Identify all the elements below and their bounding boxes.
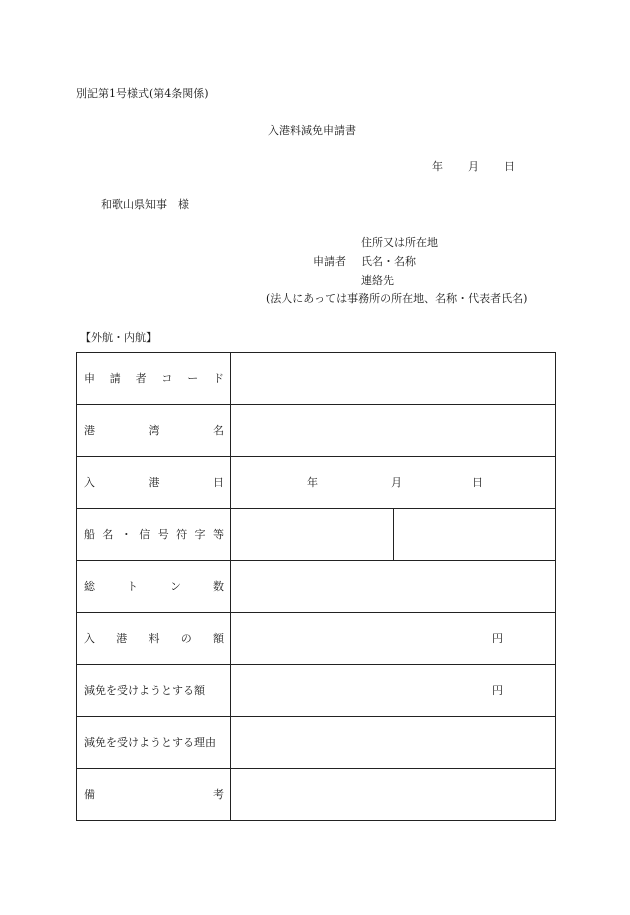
port-name-label: 港 湾 名 bbox=[84, 423, 224, 437]
row-applicant-code bbox=[77, 353, 555, 405]
reduction-amount-unit: 円 bbox=[492, 683, 503, 697]
port-fee-label: 入 港 料 の 額 bbox=[84, 631, 224, 645]
label-cell bbox=[77, 665, 231, 716]
ship-name-divider bbox=[393, 509, 394, 560]
address-label: 住所又は所在地 bbox=[361, 236, 438, 249]
section-heading: 【外航・内航】 bbox=[80, 331, 157, 344]
label-cell bbox=[77, 613, 231, 664]
label-cell bbox=[77, 405, 231, 456]
port-name-field[interactable] bbox=[231, 405, 555, 456]
form-style-label: 別記第1号様式(第4条関係) bbox=[76, 87, 209, 100]
row-entry-date bbox=[77, 457, 555, 509]
addressee: 和歌山県知事 様 bbox=[101, 198, 189, 211]
gross-tonnage-field[interactable] bbox=[231, 561, 555, 612]
entry-date-year: 年 bbox=[307, 475, 318, 489]
ship-name-field[interactable] bbox=[231, 509, 555, 560]
corporate-note: (法人にあっては事務所の所在地、名称・代表者氏名) bbox=[266, 292, 528, 305]
gross-tonnage-label: 総 ト ン 数 bbox=[84, 579, 224, 593]
reduction-reason-label: 減免を受けようとする理由 bbox=[84, 735, 216, 749]
label-cell bbox=[77, 561, 231, 612]
entry-date-day: 日 bbox=[472, 475, 483, 489]
row-ship-name bbox=[77, 509, 555, 561]
row-reduction-reason bbox=[77, 717, 555, 769]
ship-name-label: 船 名 ・ 信 号 符 字 等 bbox=[84, 527, 224, 541]
port-fee-unit: 円 bbox=[492, 631, 503, 645]
applicant-code-field[interactable] bbox=[231, 353, 555, 404]
label-cell bbox=[77, 769, 231, 820]
label-cell bbox=[77, 717, 231, 768]
row-port-name bbox=[77, 405, 555, 457]
entry-date-label: 入 港 日 bbox=[84, 475, 224, 489]
port-fee-field[interactable] bbox=[231, 613, 555, 664]
row-remarks bbox=[77, 769, 555, 820]
reduction-amount-label: 減免を受けようとする額 bbox=[84, 683, 205, 697]
reduction-amount-field[interactable] bbox=[231, 665, 555, 716]
applicant-code-label: 申 請 者 コ ー ド bbox=[84, 371, 224, 385]
contact-label: 連絡先 bbox=[361, 274, 394, 287]
date-month: 月 bbox=[468, 160, 479, 173]
reduction-reason-field[interactable] bbox=[231, 717, 555, 768]
entry-date-month: 月 bbox=[391, 475, 402, 489]
remarks-field[interactable] bbox=[231, 769, 555, 820]
document-title: 入港料減免申請書 bbox=[268, 124, 356, 137]
row-port-fee bbox=[77, 613, 555, 665]
row-reduction-amount bbox=[77, 665, 555, 717]
date-day: 日 bbox=[504, 160, 515, 173]
date-year: 年 bbox=[432, 160, 443, 173]
remarks-label: 備 考 bbox=[84, 787, 224, 801]
row-gross-tonnage bbox=[77, 561, 555, 613]
name-label: 氏名・名称 bbox=[361, 255, 416, 268]
label-cell bbox=[77, 353, 231, 404]
entry-date-field[interactable] bbox=[231, 457, 555, 508]
application-table bbox=[76, 352, 556, 821]
label-cell bbox=[77, 509, 231, 560]
applicant-role-label: 申請者 bbox=[313, 255, 346, 268]
label-cell bbox=[77, 457, 231, 508]
